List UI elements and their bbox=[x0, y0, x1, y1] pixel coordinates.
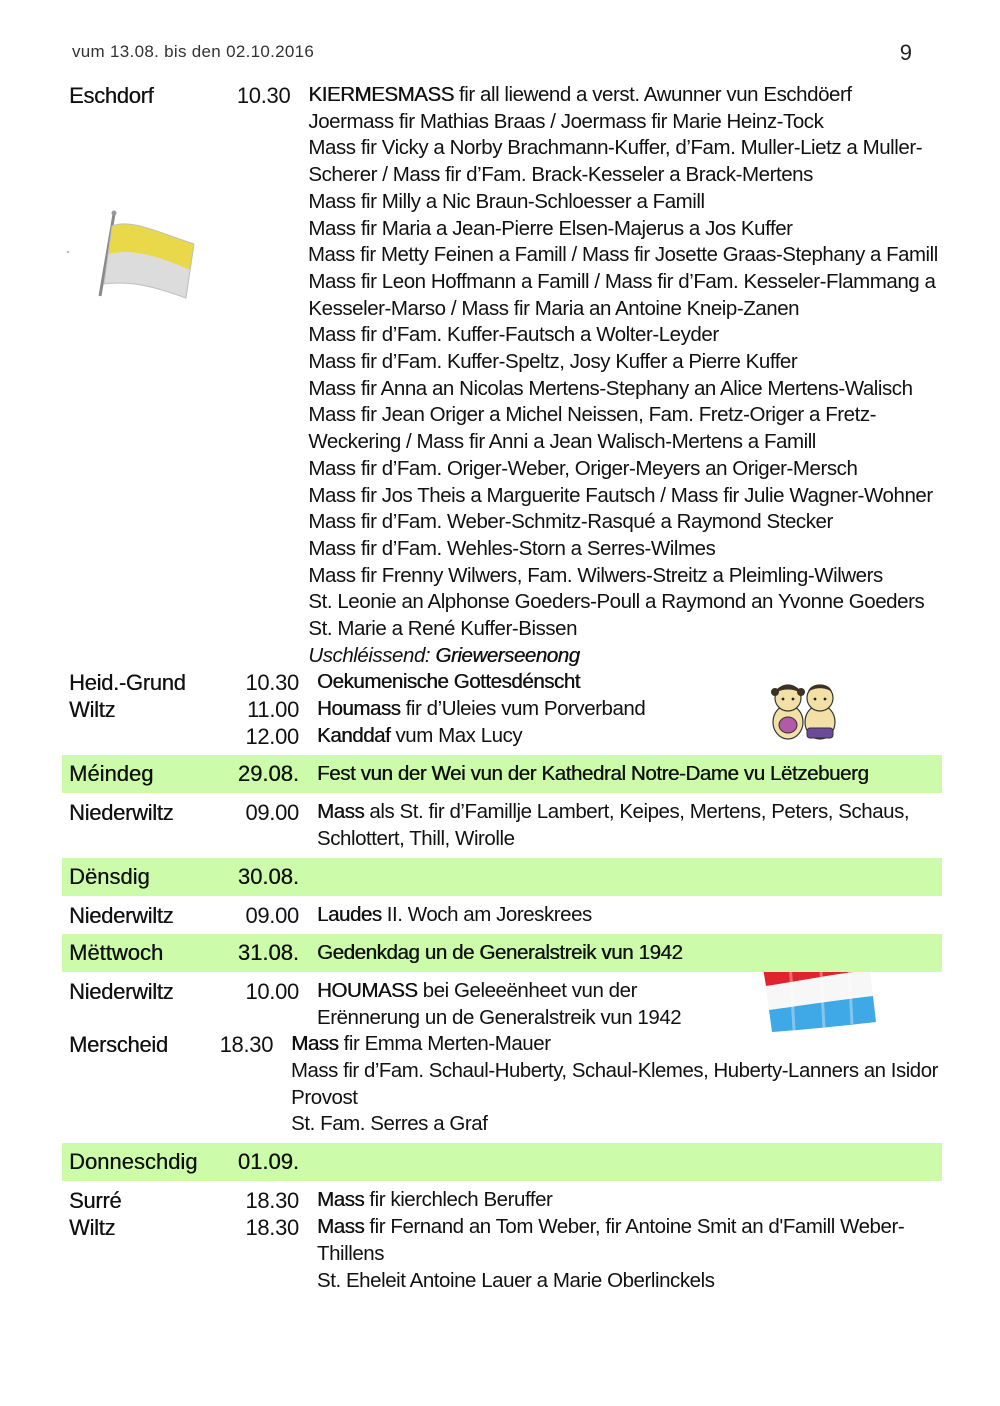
mass-type: Mass bbox=[291, 1032, 339, 1056]
intention-line: St. Eheleit Antoine Lauer a Marie Oberlinckels bbox=[317, 1268, 715, 1292]
mass-intentions bbox=[317, 902, 942, 929]
intention-text: bei Geleeënheet vun der bbox=[417, 978, 637, 1002]
intention-line: St. Fam. Serres a Graf bbox=[291, 1112, 488, 1136]
entry-niederwiltz-houmass bbox=[62, 978, 942, 1031]
intention-line: Mass fir Milly a Nic Braun-Schloesser a Famill bbox=[308, 189, 705, 213]
mass-intentions bbox=[308, 82, 942, 669]
place-name bbox=[69, 723, 219, 750]
intention-line: Mass fir Vicky a Norby Brachmann-Kuffer, d’Fam. Muller-Lietz a Muller- bbox=[308, 136, 923, 160]
cemetery-blessing: Griewerseenong bbox=[435, 643, 580, 667]
page-header bbox=[72, 40, 912, 64]
mass-time: 10.30 bbox=[236, 83, 291, 108]
mass-type: KIERMESMASS bbox=[308, 83, 454, 106]
intention-line: Erënnerung un de Generalstreik vun 1942 bbox=[317, 1005, 682, 1029]
entry-niederwiltz-laudes bbox=[62, 902, 942, 929]
intention-text: fir Emma Merten-Mauer bbox=[338, 1032, 551, 1056]
mass-type: HOUMASS bbox=[317, 978, 418, 1002]
intention-line: Provost bbox=[291, 1085, 358, 1109]
place-name: Wiltz bbox=[69, 697, 116, 723]
mass-intentions bbox=[317, 696, 942, 723]
mass-type: Mass bbox=[317, 800, 365, 824]
mass-intentions bbox=[317, 669, 942, 696]
mass-time: 12.00 bbox=[245, 724, 299, 750]
place-name: Eschdorf bbox=[69, 83, 154, 108]
mass-type: Kanddaf bbox=[317, 724, 391, 748]
intention-line: Mass fir Maria a Jean-Pierre Elsen-Majerus a Jos Kuffer bbox=[308, 216, 793, 240]
day-header-densdig bbox=[62, 858, 942, 896]
intention-line: Scherer / Mass fir d’Fam. Brack-Kesseler a Brack-Mertens bbox=[308, 163, 813, 187]
place-name: Wiltz bbox=[69, 1215, 116, 1241]
feast-title: Fest vun der Wei vun der Kathedral Notre-Dame vu Lëtzebuerg bbox=[317, 762, 869, 786]
day-date: 29.08. bbox=[237, 761, 299, 787]
mass-time: 11.00 bbox=[247, 697, 299, 723]
mass-intentions bbox=[291, 1031, 942, 1138]
feast-title: Gedenkdag un de Generalstreik vun 1942 bbox=[317, 940, 683, 964]
intention-text: fir Fernand an Tom Weber, fir Antoine Smit an d'Famill Weber- bbox=[364, 1215, 905, 1239]
day-date: 01.09. bbox=[237, 1149, 299, 1175]
intention-text: vum Max Lucy bbox=[390, 724, 523, 748]
header-date-range: vum 13.08. bis den 02.10.2016 bbox=[72, 42, 315, 61]
mass-time: 10.00 bbox=[245, 978, 299, 1004]
intention-line: Joermass fir Mathias Braas / Joermass fir Marie Heinz-Tock bbox=[308, 109, 824, 133]
intention-text: fir kierchlech Beruffer bbox=[364, 1188, 553, 1212]
weekday: Mëttwoch bbox=[69, 939, 164, 965]
intention-line: St. Marie a René Kuffer-Bissen bbox=[308, 617, 578, 641]
mass-type: Mass bbox=[317, 1215, 365, 1239]
intention-line: Mass fir d’Fam. Origer-Weber, Origer-Meyers an Origer-Mersch bbox=[308, 456, 858, 480]
entry-niederwiltz bbox=[62, 799, 942, 852]
mass-intentions bbox=[317, 799, 942, 852]
weekday: Dënsdig bbox=[69, 863, 150, 889]
intention-line: Mass fir Metty Feinen a Famill / Mass fir Josette Graas-Stephany a Famill bbox=[308, 243, 939, 267]
day-date: 30.08. bbox=[237, 863, 299, 889]
mass-intentions bbox=[317, 1187, 942, 1214]
intention-text: fir d’Uleies vum Porverband bbox=[400, 697, 646, 721]
intention-line: Mass fir d’Fam. Kuffer-Fautsch a Wolter-Leyder bbox=[308, 323, 719, 347]
mass-time: 18.30 bbox=[245, 1188, 299, 1214]
intention-line: St. Leonie an Alphonse Goeders-Poull a Raymond an Yvonne Goeders bbox=[308, 590, 925, 614]
place-name: Surré bbox=[69, 1188, 122, 1214]
mass-intentions bbox=[317, 1214, 942, 1294]
intention-line: Kesseler-Marso / Mass fir Maria an Antoine Kneip-Zanen bbox=[308, 296, 800, 320]
mass-type: Oekumenische Gottesdénscht bbox=[317, 670, 580, 694]
place-name: Niederwiltz bbox=[69, 800, 174, 826]
entry-wiltz-baptism bbox=[62, 723, 942, 750]
mass-intentions bbox=[317, 723, 942, 750]
day-header-meindeg bbox=[62, 755, 942, 793]
day-date: 31.08. bbox=[237, 939, 299, 965]
intention-line: Mass fir Anna an Nicolas Mertens-Stephany an Alice Mertens-Walisch bbox=[308, 376, 913, 400]
day-header-mettwoch bbox=[62, 934, 942, 972]
mass-time: 18.30 bbox=[245, 1215, 299, 1241]
mass-type: Laudes bbox=[317, 902, 382, 926]
intention-line: Thillens bbox=[317, 1241, 385, 1265]
place-name: Merscheid bbox=[69, 1032, 168, 1058]
intention-line: Mass fir d’Fam. Wehles-Storn a Serres-Wilmes bbox=[308, 536, 716, 560]
mass-intentions bbox=[317, 978, 942, 1031]
intention-line: Mass fir d’Fam. Weber-Schmitz-Rasqué a Raymond Stecker bbox=[308, 510, 833, 534]
place-name: Niederwiltz bbox=[69, 978, 174, 1004]
intention-line: Mass fir d’Fam. Kuffer-Speltz, Josy Kuffer a Pierre Kuffer bbox=[308, 350, 798, 374]
day-header-donneschdig bbox=[62, 1143, 942, 1181]
intention-text: II. Woch am Joreskrees bbox=[381, 902, 592, 926]
intention-line: Mass fir Leon Hoffmann a Famill / Mass fir d’Fam. Kesseler-Flammang a bbox=[308, 269, 936, 293]
mass-type: Houmass bbox=[317, 697, 401, 721]
mass-time: 09.00 bbox=[245, 800, 299, 826]
place-name: Niederwiltz bbox=[69, 902, 174, 928]
intention-text: fir all liewend a verst. Awunner vun Eschdöerf bbox=[453, 83, 852, 106]
entry-wiltz bbox=[62, 696, 942, 723]
entry-eschdorf bbox=[62, 82, 942, 669]
intention-line: Schlottert, Thill, Wirolle bbox=[317, 827, 515, 851]
mass-time: 09.00 bbox=[245, 902, 299, 928]
mass-time: 10.30 bbox=[245, 670, 299, 696]
weekday: Donneschdig bbox=[69, 1149, 198, 1175]
intention-line: Mass fir Jean Origer a Michel Neissen, Fam. Fretz-Origer a Fretz- bbox=[308, 403, 877, 427]
entry-wiltz-evening bbox=[62, 1214, 942, 1294]
entry-heid-grund bbox=[62, 669, 942, 696]
entry-surre bbox=[62, 1187, 942, 1214]
entry-merscheid bbox=[62, 1031, 942, 1138]
intention-line: Mass fir d’Fam. Schaul-Huberty, Schaul-Klemes, Huberty-Lanners an Isidor bbox=[291, 1058, 939, 1082]
mass-time: 18.30 bbox=[219, 1032, 274, 1058]
intention-text: als St. fir d’Famillje Lambert, Keipes, Mertens, Peters, Schaus, bbox=[364, 800, 910, 824]
mass-type: Mass bbox=[317, 1188, 365, 1212]
intention-line: Mass fir Jos Theis a Marguerite Fautsch / Mass fir Julie Wagner-Wohner bbox=[308, 483, 933, 507]
mass-schedule bbox=[62, 82, 942, 1294]
place-name: Heid.-Grund bbox=[69, 670, 186, 696]
intention-line: Mass fir Frenny Wilwers, Fam. Wilwers-Streitz a Pleimling-Wilwers bbox=[308, 563, 883, 587]
followed-by-label: Uschléissend: bbox=[308, 643, 436, 667]
page-number: 9 bbox=[899, 40, 912, 65]
intention-line: Weckering / Mass fir Anni a Jean Walisch-Mertens a Famill bbox=[308, 430, 816, 454]
weekday: Méindeg bbox=[69, 761, 154, 787]
